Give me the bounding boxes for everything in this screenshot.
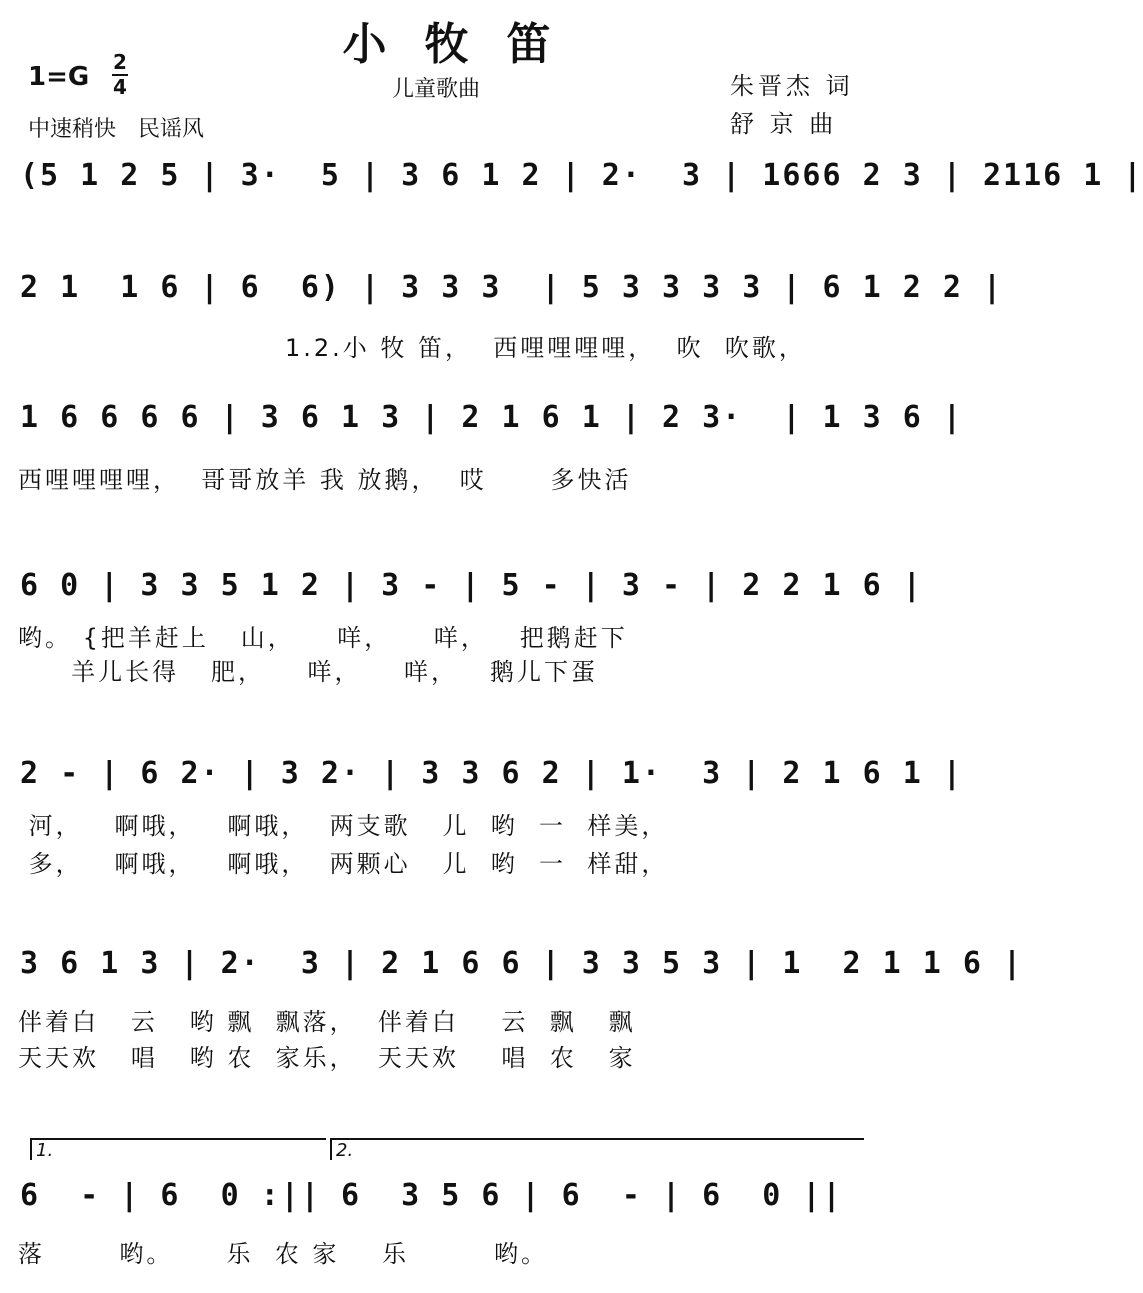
volta-label: 2. (336, 1140, 354, 1161)
notation: 2 - | 6 2· | 3 2· | 3 3 6 2 | 1· 3 | 2 1 6 1 | (20, 756, 963, 791)
notation: 3 6 1 3 | 2· 3 | 2 1 6 6 | 3 3 5 3 | 1 2 1 1 6 | (20, 946, 1024, 981)
second-ending-bracket (330, 1138, 864, 1160)
lyric-verse-2: 羊儿长得 肥， 咩， 咩， 鹅儿下蛋 (18, 658, 598, 686)
time-signature-top: 2 (113, 50, 127, 74)
notation: (5 1 2 5 | 3· 5 | 3 6 1 2 | 2· 3 | 1666 2 3 | 2116 1 | (20, 158, 1143, 193)
time-signature-bottom: 4 (113, 75, 127, 99)
lyricist-credit: 朱晋杰 词 (730, 72, 854, 100)
lyric-verse-1: 西哩哩哩哩， 哥哥放羊 我 放鹅， 哎 多快活 (18, 466, 632, 494)
lyric-verse-1: 河， 啊哦， 啊哦， 两支歌 儿 哟 一 样美， (18, 812, 669, 840)
lyric-verse-2: 多， 啊哦， 啊哦， 两颗心 儿 哟 一 样甜， (18, 850, 669, 878)
lyric-verse-1: 落 哟。 乐 农 家 乐 哟。 (18, 1240, 548, 1268)
notation: 6 0 | 3 3 5 1 2 | 3 - | 5 - | 3 - | 2 2 1 6 | (20, 568, 923, 603)
lyric-verse-1: 伴着白 云 哟 飘 飘落， 伴着白 云 飘 飘 (18, 1008, 636, 1036)
key-signature: 1=G (28, 62, 90, 92)
song-title: 小牧笛 (342, 19, 589, 70)
notation: 1 6 6 6 6 | 3 6 1 3 | 2 1 6 1 | 2 3· | 1 3 6 | (20, 400, 963, 435)
lyric-verse-1: 哟。 {把羊赶上 山， 咩， 咩， 把鹅赶下 (18, 624, 628, 652)
notation: 6 - | 6 0 :|| 6 3 5 6 | 6 - | 6 0 || (20, 1178, 843, 1213)
volta-label: 1. (36, 1140, 54, 1161)
first-ending-bracket (30, 1138, 326, 1160)
lyric-verse-1: 1.2.小 牧 笛， 西哩哩哩哩， 吹 吹歌， (285, 334, 806, 362)
notation: 2 1 1 6 | 6 6) | 3 3 3 | 5 3 3 3 3 | 6 1 2 2 | (20, 270, 1004, 305)
time-signature (110, 52, 130, 98)
tempo-marking: 中速稍快 民谣风 (28, 117, 205, 142)
composer-credit: 舒 京 曲 (730, 110, 838, 138)
lyric-verse-2: 天天欢 唱 哟 农 家乐， 天天欢 唱 农 家 (18, 1044, 636, 1072)
genre-label: 儿童歌曲 (392, 77, 481, 102)
